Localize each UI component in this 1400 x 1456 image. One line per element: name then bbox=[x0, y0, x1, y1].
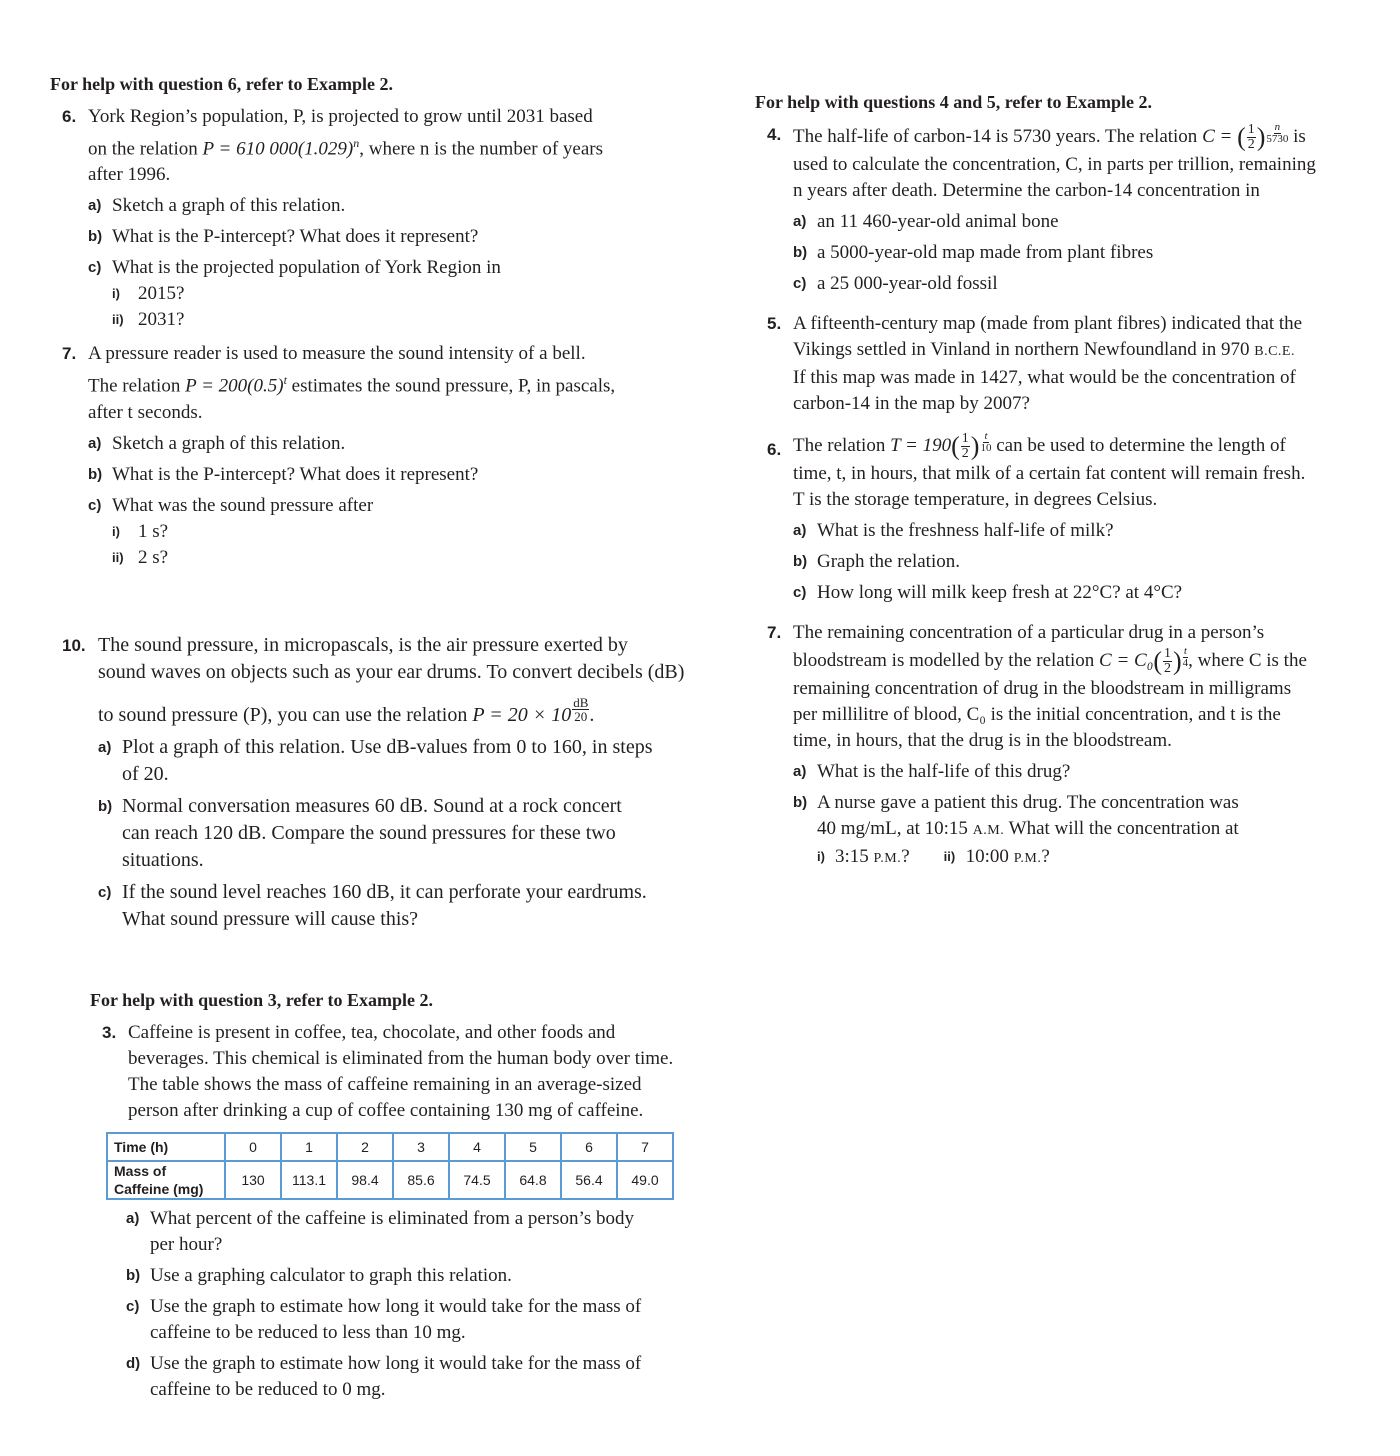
fraction-numerator: 1 bbox=[1164, 646, 1171, 662]
exponent-numerator: t bbox=[984, 430, 988, 443]
subquestion-text: How long will milk keep fresh at 22°C? at 4°C? bbox=[817, 582, 1183, 604]
roman-text: 1 s? bbox=[138, 520, 169, 542]
subquestion-a bbox=[88, 431, 690, 457]
subquestion-label: b) bbox=[88, 465, 103, 483]
subquestion-text: What is the half-life of this drug? bbox=[817, 761, 1071, 783]
subquestion-text: What percent of the caffeine is eliminated from a person’s body bbox=[150, 1208, 634, 1229]
subquestion-c bbox=[88, 493, 690, 571]
subquestion-b bbox=[88, 462, 690, 488]
question-5-map bbox=[767, 311, 1375, 417]
subquestion-text: per hour? bbox=[150, 1234, 223, 1255]
question-text bbox=[98, 632, 712, 729]
text-line: to sound pressure (P), you can use the relation bbox=[98, 704, 473, 726]
row-header-line: Mass of bbox=[114, 1163, 167, 1179]
subquestion-text: If the sound level reaches 160 dB, it can perforate your eardrums. bbox=[122, 881, 647, 903]
subquestion-text: What is the freshness half-life of milk? bbox=[817, 520, 1114, 542]
roman-text: 2031? bbox=[138, 309, 185, 331]
text-line: sound waves on objects such as your ear drums. To convert decibels (dB) bbox=[98, 661, 685, 683]
subquestion-b-i bbox=[817, 844, 910, 872]
subquestion-a bbox=[98, 734, 712, 788]
subquestion-text: Use the graph to estimate how long it would take for the mass of bbox=[150, 1296, 642, 1317]
text-line: , where C is the bbox=[1188, 650, 1307, 672]
subquestion-label: a) bbox=[793, 522, 807, 540]
subquestion-b bbox=[793, 549, 1375, 575]
equation: P = 20 × 10 bbox=[472, 704, 572, 726]
table-cell: 98.4 bbox=[337, 1161, 393, 1199]
question-number: 7. bbox=[767, 623, 782, 643]
subquestion-b-ii bbox=[944, 844, 1050, 872]
fraction-denominator: 2 bbox=[1164, 661, 1171, 677]
roman-label: ii) bbox=[112, 549, 124, 565]
era-label: B.C.E. bbox=[1254, 344, 1295, 360]
exponent: n bbox=[353, 136, 360, 150]
roman-label: ii) bbox=[943, 849, 956, 865]
subquestion-label: c) bbox=[88, 259, 102, 277]
text-line: n years after death. Determine the carbon-14 concentration in bbox=[793, 180, 1260, 202]
subquestion-text: a 5000-year-old map made from plant fibres bbox=[817, 242, 1154, 264]
row-header-line: Caffeine (mg) bbox=[114, 1181, 204, 1197]
text-line: The remaining concentration of a particular drug in a person’s bbox=[793, 622, 1265, 644]
exponent-fraction bbox=[572, 696, 589, 723]
exponent-denominator: 4 bbox=[1182, 657, 1189, 670]
left-question-10 bbox=[62, 632, 712, 933]
subquestion-b bbox=[88, 224, 690, 250]
text-line: remaining concentration of drug in the bloodstream in milligrams bbox=[793, 678, 1292, 700]
subquestion-text: Normal conversation measures 60 dB. Sound at a rock concert bbox=[122, 795, 622, 817]
roman-text: ? bbox=[901, 846, 910, 868]
subquestion-text: What will the concentration at bbox=[1004, 818, 1239, 840]
table-cell: 7 bbox=[617, 1133, 673, 1161]
equation: C = bbox=[1202, 126, 1233, 147]
subquestion-text: Use the graph to estimate how long it would take for the mass of bbox=[150, 1353, 642, 1374]
subquestion-a bbox=[793, 518, 1375, 544]
subquestion-label: c) bbox=[98, 884, 112, 901]
section-header: For help with question 3, refer to Example 2. bbox=[90, 990, 433, 1010]
text-line: . bbox=[589, 704, 595, 726]
exponent-numerator: n bbox=[1274, 121, 1281, 133]
fraction-one-half bbox=[1247, 123, 1256, 152]
subquestion-b bbox=[793, 240, 1375, 266]
subquestion-a bbox=[793, 759, 1375, 785]
subquestion-c bbox=[126, 1294, 710, 1346]
question-7-pressure bbox=[62, 341, 690, 570]
left-section-help-q3 bbox=[90, 988, 710, 1403]
row-header-time: Time (h) bbox=[107, 1133, 225, 1161]
text-line: used to calculate the concentration, C, in parts per trillion, remaining bbox=[793, 154, 1316, 176]
subquestion-b bbox=[126, 1263, 710, 1289]
table-cell: 113.1 bbox=[281, 1161, 337, 1199]
text-line: The half-life of carbon-14 is 5730 years. The relation bbox=[793, 126, 1203, 147]
text-line: Vikings settled in Vinland in northern Newfoundland in 970 bbox=[793, 339, 1255, 361]
subquestion-c bbox=[98, 879, 712, 933]
subquestion-label: a) bbox=[793, 213, 807, 231]
subquestion-text: A nurse gave a patient this drug. The concentration was bbox=[817, 792, 1239, 814]
text-line: The relation bbox=[88, 375, 186, 397]
subquestion-label: a) bbox=[793, 763, 807, 781]
text-line: can be used to determine the length of bbox=[991, 435, 1286, 457]
question-number: 6. bbox=[767, 440, 782, 460]
question-4-carbon bbox=[767, 122, 1375, 297]
fraction-one-half bbox=[1163, 647, 1172, 676]
table-cell: 49.0 bbox=[617, 1161, 673, 1199]
question-text: The remaining concentration of a particular drug in a person’s bloodstream is modelled by the relation C = C₀( $\frac{1}{2}$ ) $\frac{t}{4}$ , where C is the remaining concentration of drug in the bloodstream in milligrams per millilitre of blood, C₀ is the initial concentration, and t is the time, in hours, that the drug is in the bloodstream. bbox=[793, 622, 1307, 752]
fraction-denominator: 2 bbox=[1247, 137, 1255, 153]
subquestion-text: a 25 000-year-old fossil bbox=[817, 273, 998, 295]
subquestion-text: What is the P-intercept? What does it represent? bbox=[112, 463, 479, 485]
fraction-denominator: 2 bbox=[961, 446, 969, 462]
subquestion-text: 40 mg/mL, at 10:15 bbox=[817, 818, 973, 840]
table-row bbox=[107, 1133, 673, 1161]
question-text: The relation T = 190( $\frac{1}{2}$ ) $\frac{t}{10}$ can be used to determine the length of time, t, in hours, that milk of a certain fat content will remain fresh. T is the storage temperature, in degrees Celsius. bbox=[793, 430, 1306, 511]
roman-text: 2 s? bbox=[138, 546, 169, 568]
text-line: York Region’s population, P, is projected to grow until 2031 based bbox=[88, 106, 593, 127]
left-section-help-q6 bbox=[50, 72, 690, 571]
roman-label: ii) bbox=[112, 312, 124, 328]
text-line: A pressure reader is used to measure the sound intensity of a bell. bbox=[88, 343, 586, 365]
subquestion-a bbox=[126, 1206, 710, 1258]
table-cell: 6 bbox=[561, 1133, 617, 1161]
question-6-york bbox=[62, 104, 690, 333]
text-line: time, t, in hours, that milk of a certain fat content will remain fresh. bbox=[793, 463, 1306, 485]
exponent-fraction bbox=[1266, 122, 1288, 145]
question-6-milk bbox=[767, 431, 1375, 606]
question-text bbox=[88, 341, 690, 425]
subquestion-b bbox=[98, 793, 712, 874]
subquestion-text: situations. bbox=[122, 849, 204, 871]
subquestion-c-i bbox=[112, 519, 690, 545]
table-cell: 3 bbox=[393, 1133, 449, 1161]
text-line: , where n is the number of years bbox=[359, 138, 604, 160]
section-header: For help with questions 4 and 5, refer to Example 2. bbox=[755, 92, 1153, 112]
equation: C = C₀ bbox=[1099, 650, 1154, 672]
exponent: t bbox=[283, 373, 287, 388]
subquestion-b bbox=[793, 790, 1375, 872]
subquestion-c-i bbox=[112, 281, 690, 307]
subquestion-c bbox=[88, 255, 690, 333]
subquestion-label: a) bbox=[88, 434, 102, 452]
subquestion-label: a) bbox=[98, 739, 112, 756]
roman-text: 10:00 bbox=[965, 846, 1014, 868]
question-number: 3. bbox=[102, 1023, 117, 1042]
subquestion-label: c) bbox=[793, 584, 807, 602]
subquestion-label: c) bbox=[88, 496, 102, 514]
subquestion-a bbox=[88, 193, 690, 219]
subquestion-label: b) bbox=[793, 794, 808, 812]
text-line: Caffeine is present in coffee, tea, chocolate, and other foods and bbox=[128, 1022, 616, 1043]
subquestion-a bbox=[793, 209, 1375, 235]
text-line: per millilitre of blood, C₀ is the initial concentration, and t is the bbox=[793, 704, 1281, 726]
subquestion-label: b) bbox=[98, 798, 113, 815]
text-line: A fifteenth-century map (made from plant fibres) indicated that the bbox=[793, 313, 1303, 335]
text-line: beverages. This chemical is eliminated from the human body over time. bbox=[128, 1048, 674, 1069]
subquestion-label: a) bbox=[88, 197, 102, 215]
subquestion-text: What is the P-intercept? What does it represent? bbox=[112, 226, 479, 248]
subquestion-d bbox=[126, 1351, 710, 1403]
question-10-sound bbox=[62, 632, 712, 933]
exponent-fraction bbox=[980, 431, 991, 454]
table-cell: 0 bbox=[225, 1133, 281, 1161]
subquestion-text: caffeine to be reduced to less than 10 mg. bbox=[150, 1322, 466, 1343]
subquestion-label: c) bbox=[793, 275, 807, 293]
roman-label: i) bbox=[112, 286, 120, 302]
text-line: T is the storage temperature, in degrees Celsius. bbox=[793, 489, 1158, 511]
text-line: after t seconds. bbox=[88, 401, 203, 423]
question-3-caffeine bbox=[102, 1020, 710, 1124]
question-number: 4. bbox=[767, 125, 782, 144]
subquestion-label: b) bbox=[88, 228, 103, 246]
text-line: The sound pressure, in micropascals, is the air pressure exerted by bbox=[98, 634, 628, 656]
subquestion-text: Graph the relation. bbox=[817, 551, 960, 573]
subquestion-b-parts bbox=[817, 844, 1375, 872]
question-text bbox=[128, 1020, 710, 1124]
fraction-numerator: 1 bbox=[961, 431, 969, 447]
subquestion-label: b) bbox=[793, 244, 808, 262]
subquestion-text: of 20. bbox=[122, 763, 169, 785]
roman-text: 3:15 bbox=[835, 846, 874, 868]
text-line: person after drinking a cup of coffee containing 130 mg of caffeine. bbox=[128, 1100, 644, 1121]
table-cell: 56.4 bbox=[561, 1161, 617, 1199]
row-header-mass bbox=[107, 1161, 225, 1199]
subquestion-c bbox=[793, 580, 1375, 606]
fraction-one-half bbox=[961, 432, 970, 461]
subquestion-label: b) bbox=[793, 553, 808, 571]
exponent-denominator: 10 bbox=[980, 442, 992, 455]
subquestion-label: d) bbox=[126, 1355, 141, 1372]
table-cell: 74.5 bbox=[449, 1161, 505, 1199]
table-cell: 85.6 bbox=[393, 1161, 449, 1199]
subquestion-text: What was the sound pressure after bbox=[112, 494, 374, 516]
fraction-numerator: 1 bbox=[1247, 122, 1255, 138]
exponent-numerator: dB bbox=[573, 695, 589, 710]
table-row bbox=[107, 1161, 673, 1199]
text-line: on the relation bbox=[88, 138, 203, 160]
question-number: 7. bbox=[62, 344, 77, 364]
text-line: is bbox=[1288, 126, 1306, 147]
time-period-label: P.M. bbox=[873, 851, 902, 867]
text-line: time, in hours, that the drug is in the bloodstream. bbox=[793, 730, 1172, 752]
table-cell: 2 bbox=[337, 1133, 393, 1161]
question-text bbox=[793, 311, 1375, 417]
caffeine-table bbox=[106, 1132, 674, 1200]
exponent-denominator: 20 bbox=[574, 709, 588, 724]
subquestion-c-ii bbox=[112, 307, 690, 333]
subquestion-text: can reach 120 dB. Compare the sound pressures for these two bbox=[122, 822, 616, 844]
equation: T = 190 bbox=[890, 435, 952, 457]
text-line: estimates the sound pressure, P, in pascals, bbox=[286, 375, 616, 397]
roman-label: i) bbox=[817, 849, 825, 865]
question-text: The half-life of carbon-14 is 5730 years. The relation C = ( $\frac{1}{2}$ ) $\frac{n}{5730}$ is used to calculate the concentration, C, in parts per trillion, remaining n years after death. Determine the carbon-14 concentration in bbox=[793, 121, 1316, 202]
subquestion-label: c) bbox=[126, 1298, 140, 1315]
equation: P = 610 000(1.029) bbox=[202, 138, 354, 160]
subquestion-text: Plot a graph of this relation. Use dB-values from 0 to 160, in steps bbox=[122, 736, 653, 758]
subquestion-text: What sound pressure will cause this? bbox=[122, 908, 419, 930]
question-number: 6. bbox=[62, 107, 77, 126]
roman-label: i) bbox=[112, 523, 120, 539]
roman-text: 2015? bbox=[138, 283, 185, 305]
text-line: carbon-14 in the map by 2007? bbox=[793, 393, 1030, 415]
text-line: after 1996. bbox=[88, 164, 171, 186]
subquestion-text: caffeine to be reduced to 0 mg. bbox=[150, 1379, 386, 1400]
question-7-drug bbox=[767, 620, 1375, 872]
subquestion-label: a) bbox=[126, 1210, 140, 1227]
exponent-numerator: t bbox=[1183, 645, 1187, 658]
subquestion-text: an 11 460-year-old animal bone bbox=[817, 211, 1059, 233]
time-period-label: P.M. bbox=[1013, 851, 1042, 867]
roman-text: ? bbox=[1041, 846, 1050, 868]
subquestion-text: What is the projected population of York Region in bbox=[112, 257, 501, 279]
text-line: bloodstream is modelled by the relation bbox=[793, 650, 1100, 672]
equation: P = 200(0.5) bbox=[185, 375, 284, 397]
table-cell: 1 bbox=[281, 1133, 337, 1161]
subquestion-text: Use a graphing calculator to graph this relation. bbox=[150, 1265, 512, 1286]
table-cell: 130 bbox=[225, 1161, 281, 1199]
section-header: For help with question 6, refer to Example 2. bbox=[50, 74, 393, 94]
subquestion-c-ii bbox=[112, 545, 690, 571]
subquestion-label: b) bbox=[126, 1267, 141, 1284]
question-number: 10. bbox=[62, 636, 86, 655]
text-line: If this map was made in 1427, what would be the concentration of bbox=[793, 367, 1296, 389]
subquestion-text: Sketch a graph of this relation. bbox=[112, 432, 346, 454]
subquestion-text: Sketch a graph of this relation. bbox=[112, 195, 346, 217]
text-line: The relation bbox=[793, 435, 891, 457]
table-cell: 5 bbox=[505, 1133, 561, 1161]
text-line: The table shows the mass of caffeine remaining in an average-sized bbox=[128, 1074, 642, 1095]
question-number: 5. bbox=[767, 314, 782, 334]
table-cell: 64.8 bbox=[505, 1161, 561, 1199]
question-text bbox=[88, 104, 690, 188]
subquestion-c bbox=[793, 271, 1375, 297]
table-cell: 4 bbox=[449, 1133, 505, 1161]
exponent-denominator: 5730 bbox=[1266, 133, 1289, 145]
time-period-label: A.M. bbox=[972, 823, 1005, 839]
right-section-help-q4-5 bbox=[755, 90, 1375, 872]
